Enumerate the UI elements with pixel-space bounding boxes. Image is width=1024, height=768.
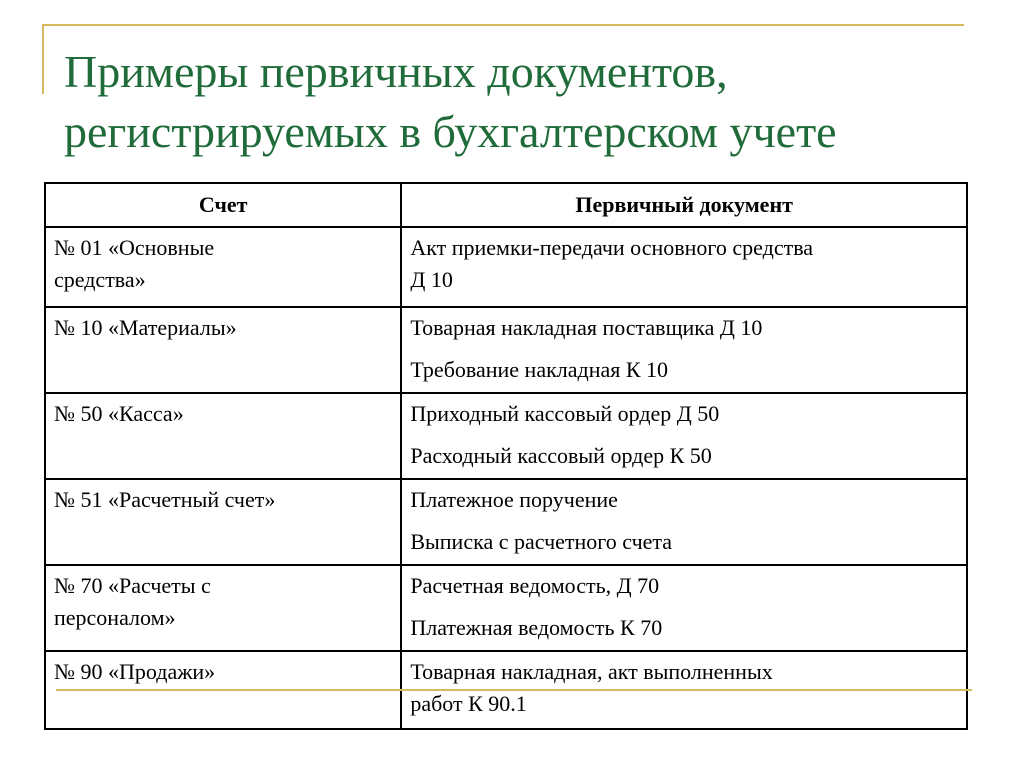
- table-row: [45, 393, 967, 479]
- account-text: № 70 «Расчеты с: [54, 573, 211, 598]
- account-text: средства»: [54, 267, 146, 292]
- documents-table: [44, 182, 968, 730]
- document-cell: [401, 479, 967, 565]
- document-text: Расходный кассовый ордер К 50: [410, 443, 712, 468]
- document-text: Требование накладная К 10: [410, 357, 669, 382]
- document-text: Товарная накладная, акт выполненных: [410, 659, 773, 684]
- title-line-2: регистрируемых в бухгалтерском учете: [64, 106, 837, 157]
- document-cell: [401, 227, 967, 307]
- table-row: [45, 565, 967, 651]
- account-text: № 10 «Материалы»: [54, 315, 237, 340]
- slide-title: [64, 42, 1004, 162]
- account-cell: [45, 393, 401, 479]
- document-text: Платежная ведомость К 70: [410, 615, 663, 640]
- document-text: Платежное поручение: [410, 487, 618, 512]
- account-text: № 50 «Касса»: [54, 401, 184, 426]
- account-text: № 51 «Расчетный счет»: [54, 487, 276, 512]
- account-text: № 90 «Продажи»: [54, 659, 216, 684]
- document-cell: [401, 393, 967, 479]
- account-cell: [45, 479, 401, 565]
- decorative-bottom-line: [56, 689, 972, 691]
- document-text: Расчетная ведомость, Д 70: [410, 573, 660, 598]
- document-text: Д 10: [410, 267, 453, 292]
- account-cell: [45, 227, 401, 307]
- table-header-row: [45, 183, 967, 227]
- header-document: Первичный документ: [401, 183, 967, 227]
- header-account: Счет: [45, 183, 401, 227]
- document-cell: [401, 307, 967, 393]
- document-text: работ К 90.1: [410, 691, 527, 716]
- table-row: [45, 307, 967, 393]
- account-cell: [45, 565, 401, 651]
- account-text: персоналом»: [54, 605, 176, 630]
- table-row: [45, 227, 967, 307]
- account-text: № 01 «Основные: [54, 235, 215, 260]
- document-text: Выписка с расчетного счета: [410, 529, 673, 554]
- title-line-1: Примеры первичных документов,: [64, 46, 728, 97]
- table-row: [45, 479, 967, 565]
- decorative-top-line: [42, 24, 964, 26]
- account-cell: [45, 307, 401, 393]
- document-cell: [401, 565, 967, 651]
- document-text: Товарная накладная поставщика Д 10: [410, 315, 763, 340]
- document-text: Акт приемки-передачи основного средства: [410, 235, 814, 260]
- document-text: Приходный кассовый ордер Д 50: [410, 401, 720, 426]
- decorative-left-line: [42, 24, 44, 94]
